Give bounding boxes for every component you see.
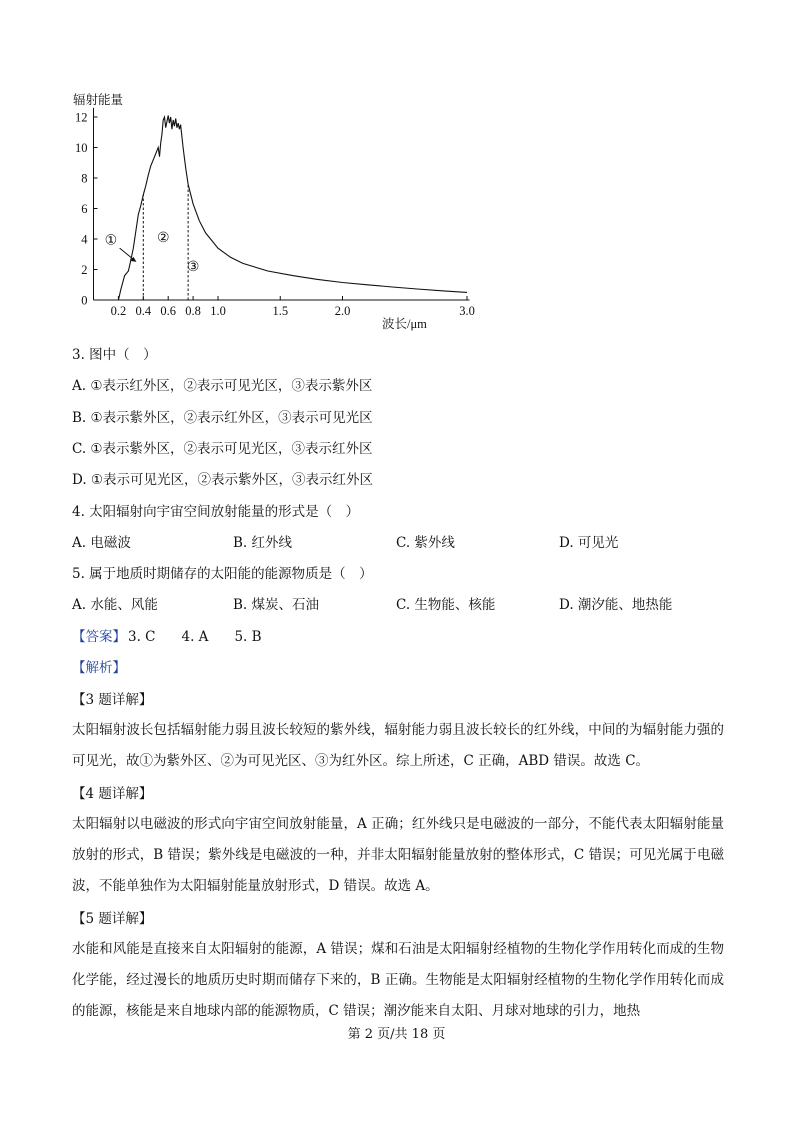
q4-option-a: A. 电磁波	[72, 535, 131, 551]
x-axis-label: 波长/μm	[382, 317, 427, 331]
q3-stem: 3. 图中（ ）	[72, 347, 157, 363]
y-tick-label: 12	[75, 110, 88, 125]
q5-option-b: B. 煤炭、石油	[233, 597, 320, 613]
y-tick-label: 4	[81, 232, 88, 247]
radiation-chart	[60, 88, 475, 333]
y-tick-label: 0	[81, 293, 88, 308]
y-tick-label: 10	[75, 141, 88, 155]
x-tick-label: 3.0	[459, 304, 475, 318]
q4-option-b: B. 红外线	[233, 535, 293, 551]
q4-option-d: D. 可见光	[559, 535, 619, 551]
answer-line	[72, 627, 262, 647]
q5-stem: 5. 属于地质时期储存的太阳能的能源物质是（ ）	[72, 566, 373, 582]
q5-option-c: C. 生物能、核能	[396, 597, 496, 613]
q3-option-d: D. ①表示可见光区，②表示紫外区，③表示红外区	[72, 472, 374, 488]
x-tick-label: 1.0	[210, 304, 226, 318]
detail5-title: 【5 题详解】	[72, 911, 153, 927]
x-tick-label: 0.2	[110, 304, 127, 318]
detail3-title: 【3 题详解】	[72, 692, 153, 708]
answer-item: 3. C	[128, 629, 156, 645]
detail4-text: 太阳辐射以电磁波的形式向宇宙空间放射能量，A 正确；红外线只是电磁波的一部分，不能代表太阳辐射能量放射的形式，B 错误；紫外线是电磁波的一种，并非太阳辐射能量放射的整体形式，C 错误；可见光属于电磁波，不能单独作为太阳辐射能量放射形式，D 错误。故选 A。	[72, 816, 724, 894]
answer-item: 4. A	[181, 629, 209, 645]
region-label: ③	[186, 260, 200, 276]
y-tick-label: 8	[81, 171, 88, 186]
q3-option-c: C. ①表示紫外区，②表示可见光区，③表示红外区	[72, 441, 373, 457]
q3-option-b: B. ①表示紫外区，②表示红外区，③表示可见光区	[72, 410, 373, 426]
x-tick-label: 0.8	[185, 304, 201, 318]
page-footer: 第 2 页/共 18 页	[347, 1027, 446, 1042]
q4-stem: 4. 太阳辐射向宇宙空间放射能量的形式是（ ）	[72, 504, 360, 520]
answer-item: 5. B	[234, 629, 262, 645]
y-axis-label: 辐射能量	[73, 93, 124, 107]
detail3-text: 太阳辐射波长包括辐射能力弱且波长较短的紫外线，辐射能力弱且波长较长的红外线，中间的为辐射能力强的可见光，故①为紫外区、②为可见光区、③为红外区。综上所述，C 正确，ABD 错误。故选 C。	[72, 722, 724, 769]
detail5-text: 水能和风能是直接来自太阳辐射的能源，A 错误；煤和石油是太阳辐射经植物的生物化学作用转化而成的生物化学能，经过漫长的地质历史时期而储存下来的，B 正确。生物能是太阳辐射经植物的生物化学作用转化而成的能源，核能是来自地球内部的能源物质，C 错误；潮汐能来自太阳、月球对地球的引力，地热	[72, 941, 724, 1019]
detail4-title: 【4 题详解】	[72, 786, 153, 802]
q5-option-a: A. 水能、风能	[72, 597, 158, 613]
y-tick-label: 2	[81, 263, 88, 277]
q5-option-d: D. 潮汐能、地热能	[559, 597, 673, 613]
answer-label: 【答案】	[72, 629, 126, 645]
region-label: ①	[104, 233, 118, 249]
x-tick-label: 0.4	[135, 304, 152, 318]
q3-option-a: A. ①表示红外区，②表示可见光区，③表示紫外区	[72, 378, 373, 394]
x-tick-label: 2.0	[334, 304, 351, 318]
region-label: ②	[156, 231, 170, 247]
radiation-curve	[118, 116, 467, 301]
x-tick-label: 1.5	[272, 304, 289, 318]
x-tick-label: 0.6	[160, 304, 177, 318]
analysis-label: 【解析】	[72, 660, 126, 676]
y-tick-label: 6	[81, 202, 88, 216]
q4-option-c: C. 紫外线	[396, 535, 455, 551]
